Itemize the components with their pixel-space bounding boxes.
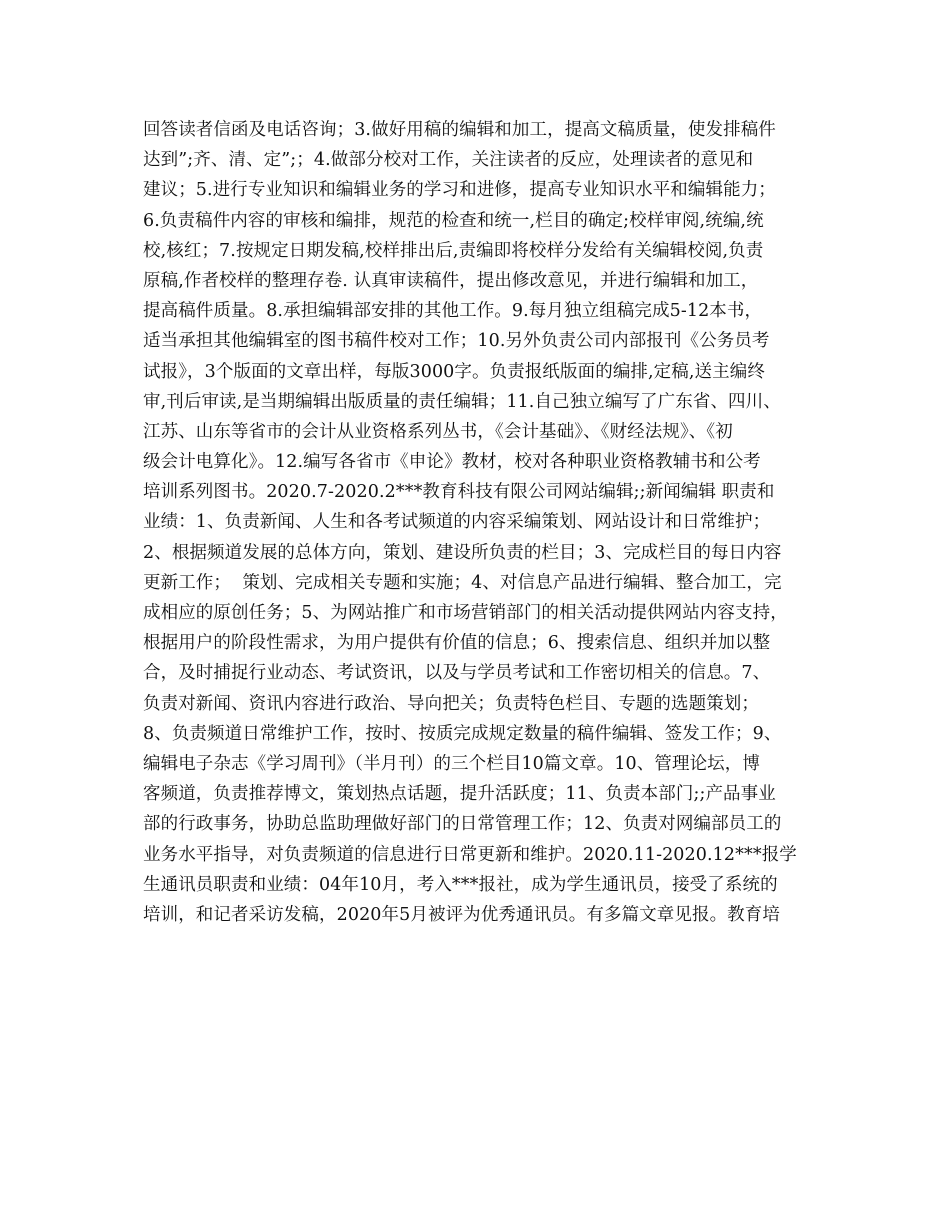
text-line: 培训系列图书。2020.7-2020.2***教育科技有限公司网站编辑;;新闻编辑 职责和	[143, 482, 775, 503]
text-line: 根据用户的阶段性需求，为用户提供有价值的信息；6、搜索信息、组织并加以整	[143, 633, 771, 654]
text-line: 8、负责频道日常维护工作，按时、按质完成规定数量的稿件编辑、签发工作；9、	[143, 723, 782, 744]
text-line: 级会计电算化》。12.编写各省市《申论》教材，校对各种职业资格教辅书和公考	[143, 452, 761, 473]
body-text	[143, 115, 823, 930]
text-line: 达到”;齐、清、定”;；4.做部分校对工作，关注读者的反应，处理读者的意见和	[143, 150, 754, 171]
text-line: 编辑电子杂志《学习周刊》（半月刊）的三个栏目10篇文章。10、管理论坛，博	[143, 753, 760, 774]
text-line: 回答读者信函及电话咨询；3.做好用稿的编辑和加工，提高文稿质量，使发排稿件	[143, 120, 776, 140]
text-line: 成相应的原创任务；5、为网站推广和市场营销部门的相关活动提供网站内容支持，	[143, 603, 788, 623]
text-line: 生通讯员职责和业绩：04年10月，考入***报社，成为学生通讯员，接受了系统的	[143, 874, 778, 895]
text-line: 部的行政事务，协助总监助理做好部门的日常管理工作；12、负责对网编部员工的	[143, 814, 782, 835]
text-line: 客频道，负责推荐博文，策划热点话题，提升活跃度；11、负责本部门;;产品事业	[143, 784, 776, 805]
text-line: 江苏、山东等省市的会计从业资格系列丛书，《会计基础》、《财经法规》、《初	[143, 421, 733, 442]
text-line: 2、根据频道发展的总体方向，策划、建设所负责的栏目；3、完成栏目的每日内容	[143, 542, 782, 563]
text-line: 业务水平指导，对负责频道的信息进行日常更新和维护。2020.11-2020.12***报学	[143, 844, 797, 865]
text-line: 试报》，3个版面的文章出样，每版3000字。负责报纸版面的编排,定稿,送主编终	[143, 361, 765, 382]
text-line: 原稿,作者校样的整理存卷. 认真审读稿件，提出修改意见，并进行编辑和加工，	[143, 270, 759, 291]
text-line: 培训，和记者采访发稿，2020年5月被评为优秀通讯员。有多篇文章见报。教育培	[143, 904, 780, 925]
text-line: 提高稿件质量。8.承担编辑部安排的其他工作。9.每月独立组稿完成5-12本书，	[143, 301, 763, 322]
text-line: 负责对新闻、资讯内容进行政治、导向把关；负责特色栏目、专题的选题策划；	[143, 693, 759, 714]
text-line: 适当承担其他编辑室的图书稿件校对工作；10.另外负责公司内部报刊《公务员考	[143, 331, 770, 352]
text-line: 建议；5.进行专业知识和编辑业务的学习和进修，提高专业知识水平和编辑能力；	[143, 180, 776, 201]
text-line: 更新工作； 策划、完成相关专题和实施；4、对信息产品进行编辑、整合加工，完	[143, 572, 782, 593]
text-line: 校,核红；7.按规定日期发稿,校样排出后,责编即将校样分发给有关编辑校阅,负责	[143, 240, 764, 261]
text-line: 审,刊后审读,是当期编辑出版质量的责任编辑；11.自己独立编写了广东省、四川、	[143, 391, 781, 412]
text-line: 业绩：1、负责新闻、人生和各考试频道的内容采编策划、网站设计和日常维护；	[143, 512, 771, 533]
text-line: 合，及时捕捉行业动态、考试资讯，以及与学员考试和工作密切相关的信息。7、	[143, 663, 771, 684]
text-line: 6.负责稿件内容的审核和编排，规范的检查和统一,栏目的确定;校样审阅,统编,统	[143, 210, 764, 231]
